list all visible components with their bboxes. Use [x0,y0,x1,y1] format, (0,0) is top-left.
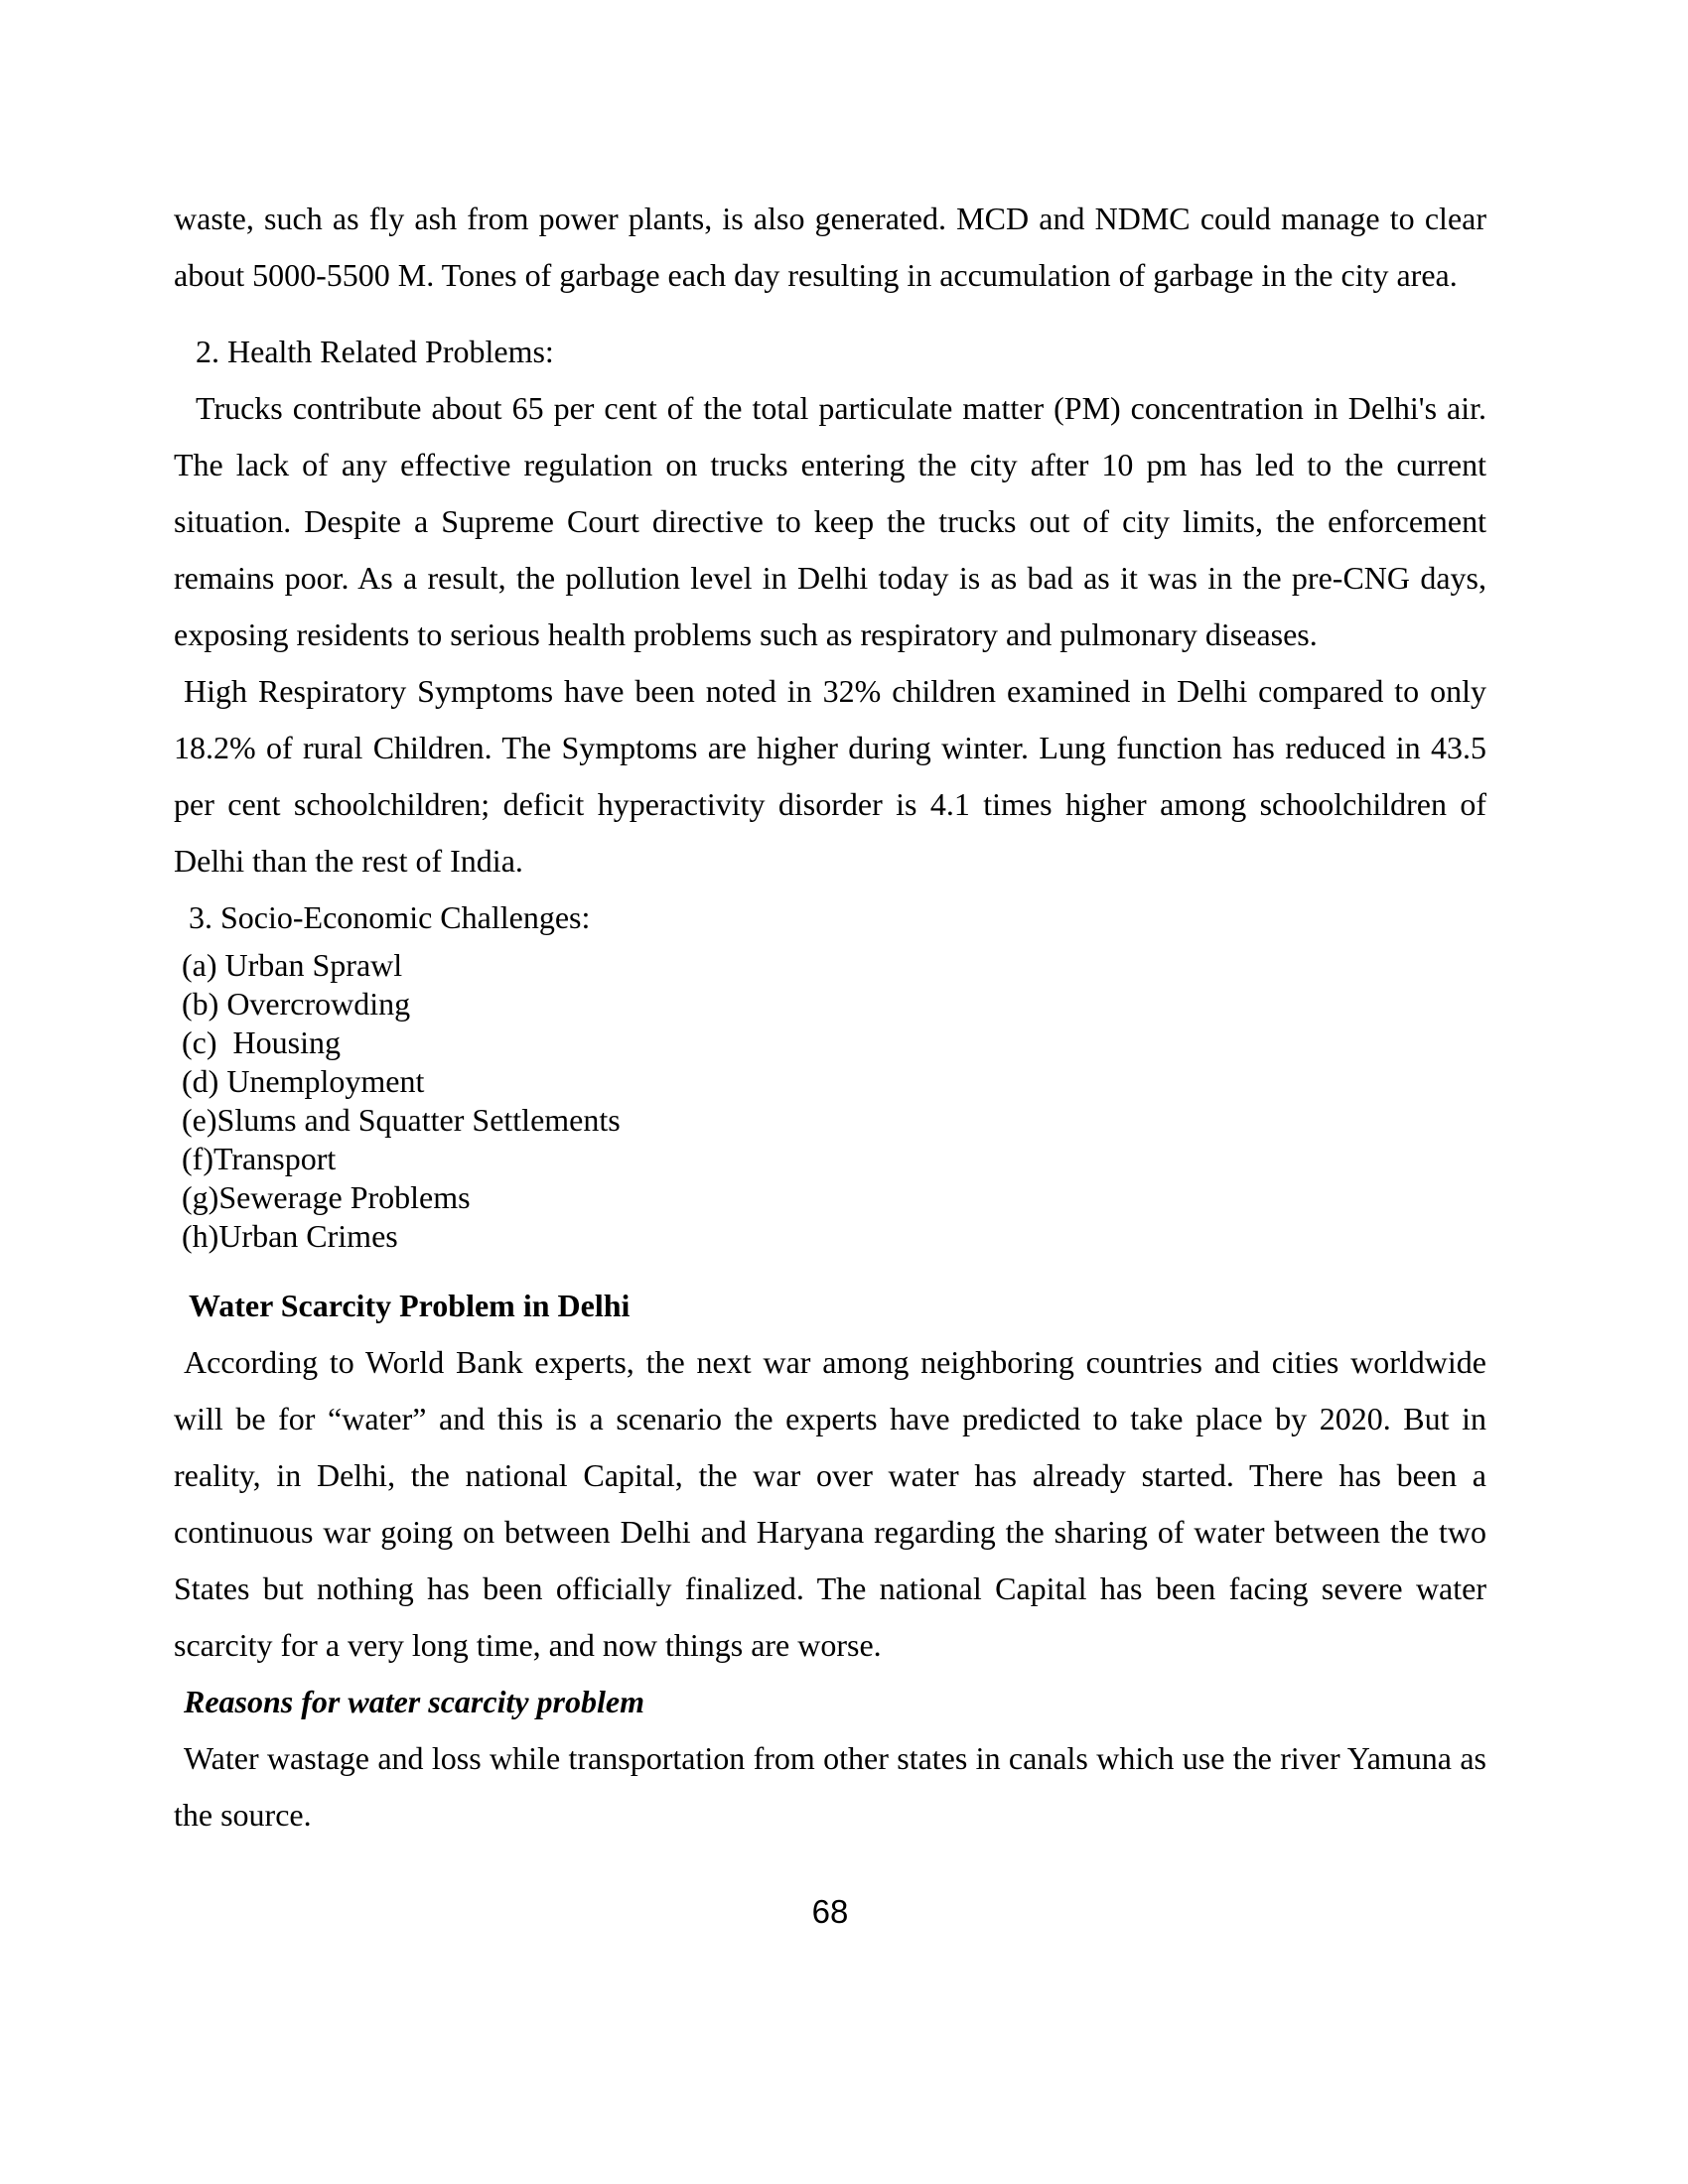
socio-list-item-a: (a) Urban Sprawl [182,947,403,983]
socio-list-item-f: (f)Transport [182,1141,337,1176]
socio-list-item-g: (g)Sewerage Problems [182,1179,471,1215]
socio-list-item-d: (d) Unemployment [182,1063,425,1099]
socio-challenges-list [174,946,1486,1256]
page-number: 68 [811,1893,849,1930]
reasons-paragraph: Water wastage and loss while transportation from other states in canals which use the river Yamuna as the source. [174,1740,1486,1833]
health-section-heading: 2. Health Related Problems: [196,334,554,369]
socio-list-item-e: (e)Slums and Squatter Settlements [182,1102,621,1138]
document-content [174,191,1486,1932]
socio-list-item-c: (c) Housing [182,1024,341,1060]
socio-list-item-b: (b) Overcrowding [182,986,411,1022]
water-scarcity-heading: Water Scarcity Problem in Delhi [189,1288,631,1323]
socio-section-heading: 3. Socio-Economic Challenges: [189,899,591,935]
intro-paragraph: waste, such as fly ash from power plants, is also generated. MCD and NDMC could manage to clear about 5000-5500 M. Tones of garbage each day resulting in accumulation of garbage in the city area. [174,201,1486,293]
socio-list-item-h: (h)Urban Crimes [182,1218,398,1254]
health-paragraph-respiratory: High Respiratory Symptoms have been noted in 32% children examined in Delhi compared to only 18.2% of rural Children. The Symptoms are higher during winter. Lung function has reduced in 43.5 per cent schoolchildren; deficit hyperactivity disorder is 4.1 times higher among schoolchildren of Delhi than the rest of India. [174,673,1486,879]
health-paragraph-trucks: Trucks contribute about 65 per cent of the total particulate matter (PM) concentration in Delhi's air. The lack of any effective regulation on trucks entering the city after 10 pm has led to the current situation. Despite a Supreme Court directive to keep the trucks out of city limits, the enforcement remains poor. As a result, the pollution level in Delhi today is as bad as it was in the pre-CNG days, exposing residents to serious health problems such as respiratory and pulmonary diseases. [174,390,1486,652]
reasons-heading: Reasons for water scarcity problem [184,1684,644,1719]
water-scarcity-paragraph: According to World Bank experts, the next war among neighboring countries and cities worldwide will be for “water” and this is a scenario the experts have predicted to take place by 2020. But in reality, in Delhi, the national Capital, the war over water has already started. There has been a continuous war going on between Delhi and Haryana regarding the sharing of water between the two States but nothing has been officially finalized. The national Capital has been facing severe water scarcity for a very long time, and now things are worse. [174,1344,1486,1663]
